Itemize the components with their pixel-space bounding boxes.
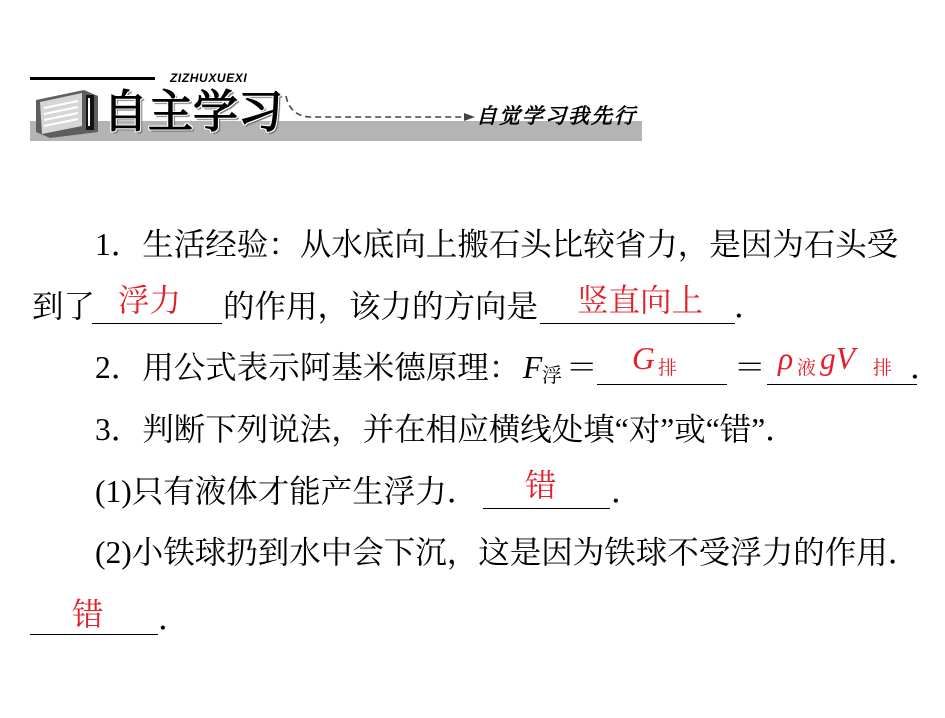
book-icon [32, 86, 104, 138]
q1-line-2-middle: 的作用，该力的方向是 [223, 289, 539, 324]
section-title: 自主学习 [103, 85, 284, 138]
q3-item-2-answer: 错 [72, 597, 104, 632]
q1-blank-1 [92, 323, 222, 324]
q1-line-1: 1．生活经验：从水底向上搬石头比较省力，是因为石头受 [95, 227, 899, 262]
q1-answer-2: 竖直向上 [577, 283, 704, 318]
q2-blank-2 [767, 384, 917, 385]
q2-answer-2-rho-subscript: 液 [797, 358, 817, 379]
header-pinyin: ZIZHUXUEXI [170, 71, 248, 85]
q3-item-1-end: ． [611, 474, 643, 509]
q3-item-1-blank [483, 508, 610, 509]
q3-item-2-statement: (2)小铁球扔到水中会下沉，这是因为铁球不受浮力的作用． [95, 535, 920, 570]
q2-answer-2-gv: gV [820, 341, 855, 376]
q2-equals-2: ＝ [734, 350, 766, 385]
header-top-rule [30, 77, 155, 80]
q2-force-symbol: F [523, 350, 543, 385]
q2-end: ． [910, 350, 942, 385]
q3-item-2-blank [30, 634, 158, 635]
q3-prompt: 3．判断下列说法，并在相应横线处填“对”或“错”． [95, 412, 797, 447]
q2-answer-2-subscript: 排 [873, 358, 893, 379]
q2-answer-1-subscript: 排 [658, 358, 678, 379]
q2-answer-2-rho: ρ [778, 341, 794, 376]
q1-line-2-end: ． [734, 289, 766, 324]
q2-blank-1 [597, 384, 727, 385]
header-slogan: 自觉学习我先行 [476, 104, 637, 128]
q2-force-subscript: 浮 [542, 365, 562, 387]
q1-blank-2 [540, 323, 735, 324]
q1-line-2-prefix: 到了 [32, 289, 96, 324]
dashed-arrow-icon [280, 92, 480, 132]
q2-answer-1-symbol: G [632, 341, 655, 376]
q3-item-2-end: ． [158, 601, 190, 636]
q2-prefix: 2．用公式表示阿基米德原理： [95, 350, 521, 385]
q3-item-1-statement: (1)只有液体才能产生浮力． [95, 474, 479, 509]
q1-answer-1: 浮力 [118, 283, 182, 318]
q3-item-1-answer: 错 [525, 468, 557, 503]
q2-equals-1: ＝ [566, 350, 598, 385]
